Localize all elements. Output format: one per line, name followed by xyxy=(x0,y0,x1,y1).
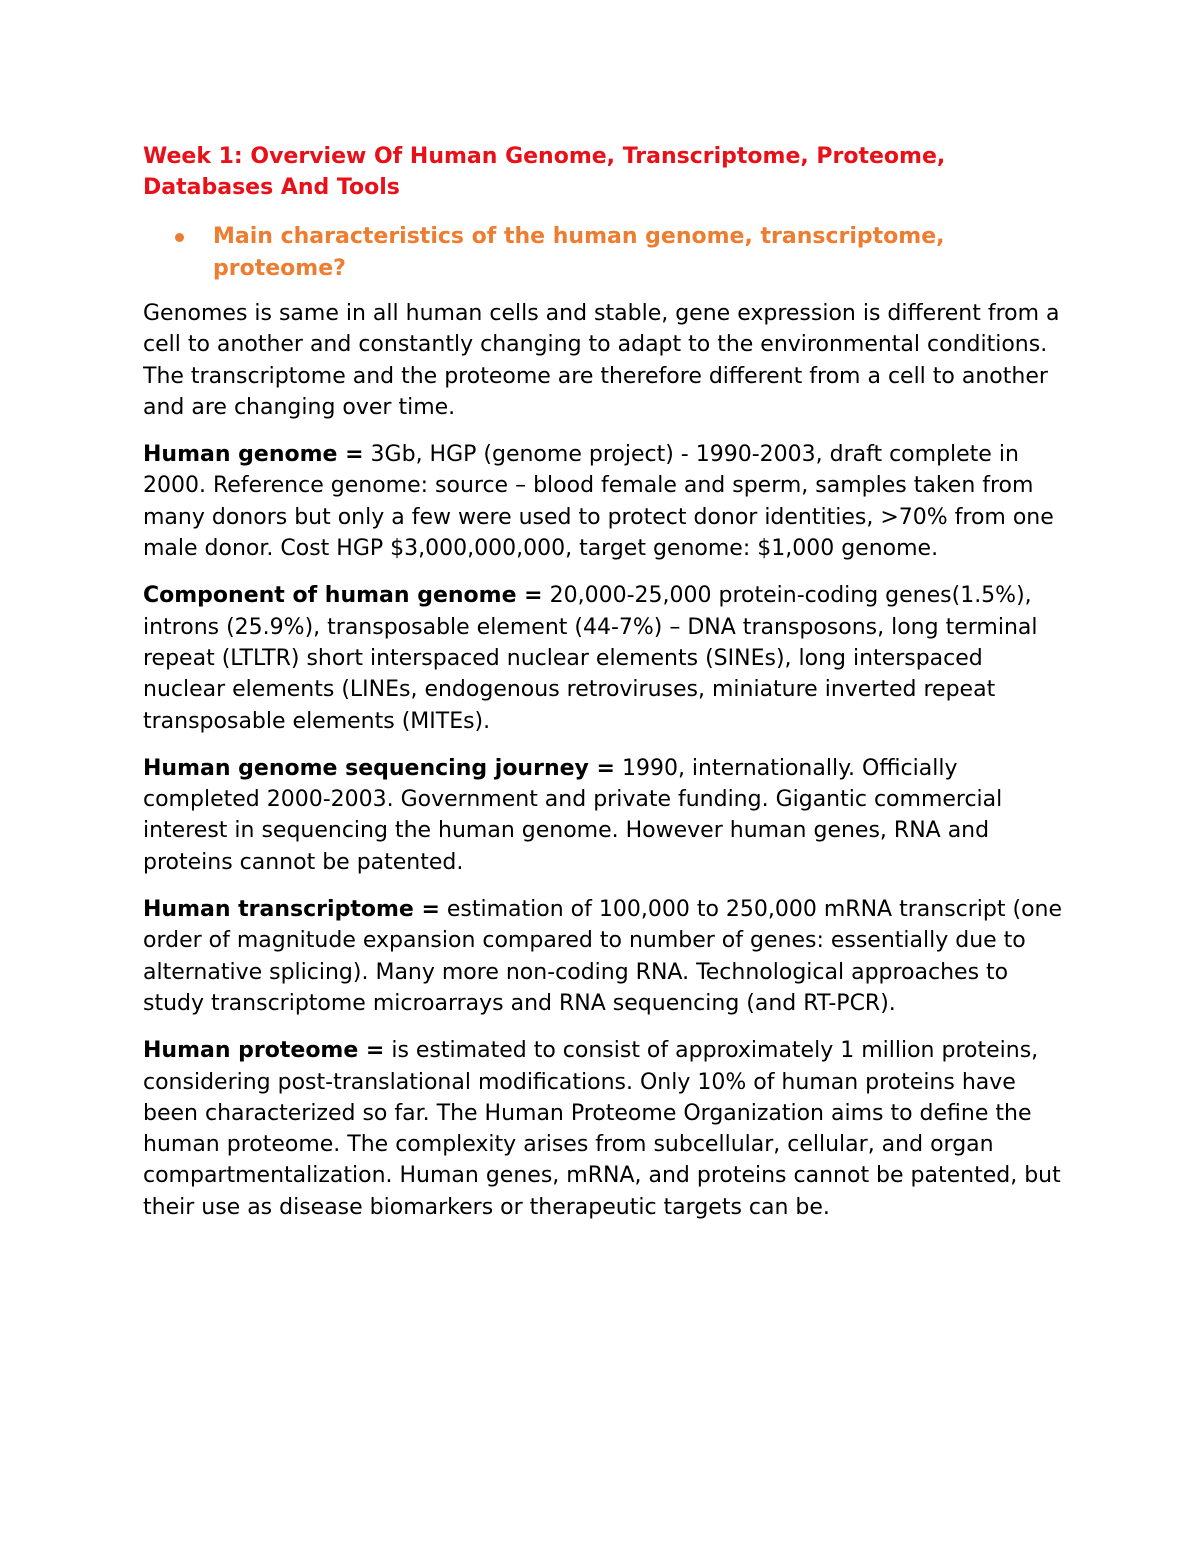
document-page xyxy=(143,141,1063,1223)
section-text: 20,000-25,000 protein-coding genes(1.5%), introns (25.9%), transposable element (44-7%) – DNA transposons, long terminal repeat (LTLTR) short interspaced nuclear elements (SINEs), long interspaced nuclear elements (LINEs, endogenous retroviruses, miniature inverted repeat transposable elements (MITEs). xyxy=(143,583,1038,734)
section-term: Human proteome = xyxy=(143,1038,385,1064)
section-term: Human genome sequencing journey = xyxy=(143,755,615,781)
section-text: is estimated to consist of approximately 1 million proteins, considering post-translational modifications. Only 10% of human proteins have been characterized so far. The Human Proteome Organization aims to define the human proteome. The complexity arises from subcellular, cellular, and organ compartmentalization. Human genes, mRNA, and proteins cannot be patented, but their use as disease biomarkers or therapeutic targets can be. xyxy=(143,1038,1061,1220)
section-text: 1990, internationally. Officially completed 2000-2003. Government and private funding. Gigantic commercial interest in sequencing the human genome. However human genes, RNA and proteins cannot be patented. xyxy=(143,755,1003,875)
section-sequencing-journey xyxy=(143,753,1063,878)
intro-paragraph: Genomes is same in all human cells and stable, gene expression is different from a cell to another and constantly changing to adapt to the environmental conditions. The transcriptome and the proteome are therefore different from a cell to another and are changing over time. xyxy=(143,301,1060,420)
section-text: estimation of 100,000 to 250,000 mRNA transcript (one order of magnitude expansion compared to number of genes: essentially due to alternative splicing). Many more non-coding RNA. Technological approaches to study transcriptome microarrays and RNA sequencing (and RT-PCR). xyxy=(143,897,1063,1016)
bullet-text: Main characteristics of the human genome, transcriptome, proteome? xyxy=(213,224,945,281)
section-human-transcriptome xyxy=(143,894,1063,1019)
section-human-proteome xyxy=(143,1035,1063,1223)
section-text: 3Gb, HGP (genome project) - 1990-2003, draft complete in 2000. Reference genome: source – blood female and sperm, samples taken from many donors but only a few were used to protect donor identities, >70% from one male donor. Cost HGP $3,000,000,000, target genome: $1,000 genome. xyxy=(143,442,1054,562)
section-genome-components xyxy=(143,580,1063,736)
bullet-dot-icon xyxy=(175,233,184,242)
section-term: Human genome = xyxy=(143,442,364,468)
bullet-question xyxy=(143,221,1063,285)
section-term: Component of human genome = xyxy=(143,583,543,609)
section-term: Human transcriptome = xyxy=(143,897,440,923)
bullet-list xyxy=(143,221,1063,285)
document-title: Week 1: Overview Of Human Genome, Transcriptome, Proteome, Databases And Tools xyxy=(143,144,946,200)
section-human-genome xyxy=(143,439,1063,564)
